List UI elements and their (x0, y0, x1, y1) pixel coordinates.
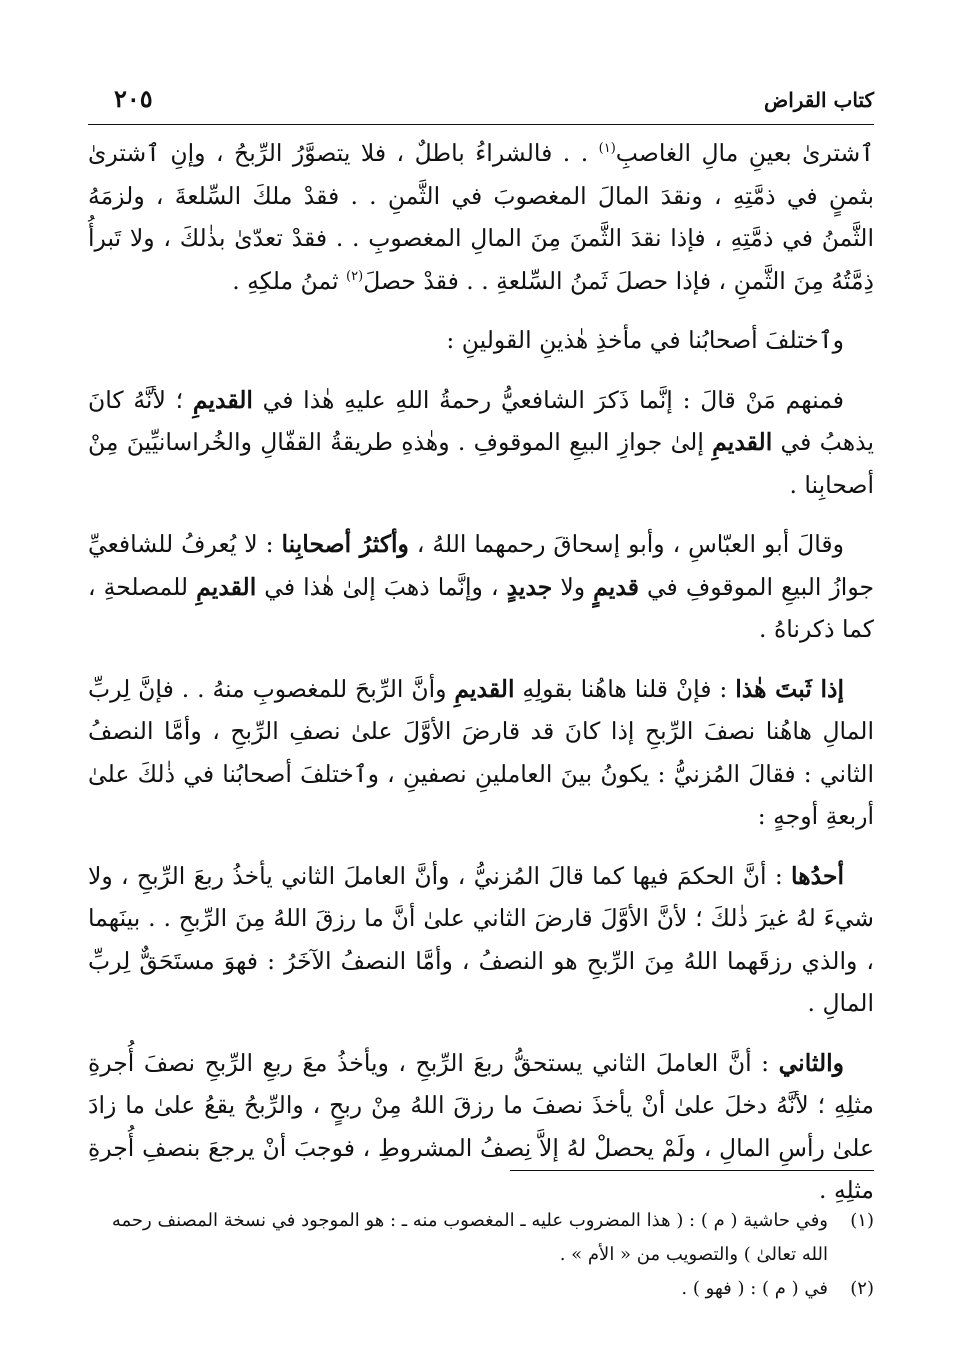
main-text (88, 132, 874, 1229)
text-run: ولا (552, 572, 594, 601)
paragraph (88, 319, 874, 362)
bold-term: والثاني (778, 1048, 844, 1077)
bold-term: وأكثرُ أصحابِنا (281, 530, 409, 558)
page-number: ٢٠٥ (114, 84, 153, 113)
footnote (88, 1204, 874, 1272)
text-run: ؛ لأنَّهُ كانَ يذهبُ في (88, 385, 874, 456)
text-run: . . فالشراءُ باطلٌ ، فلا يتصوَّرُ الرِّبحُ ، وإنِ ٱشترىٰ بثمنٍ في ذمَّتِهِ ، ونقدَ المالَ المغصوبَ في الثَّمنِ . . فقدْ ملكَ السِّلعةَ ، ولزمَهُ الثَّمنُ في ذمَّتِهِ ، فإذا نقدَ الثَّمنَ مِنَ المالِ المغصوبِ . . فقدْ تعدّىٰ بذٰلكَ ، ولا تَبرأُ ذِمَّتُهُ مِنَ الثَّمنِ ، فإذا حصلَ ثَمنُ السِّلعةِ . . فقدْ حصلَ (88, 139, 874, 295)
text-run: إلىٰ جوازِ البيعِ الموقوفِ . وهٰذهِ طريقةُ القفّالِ والخُراسانيِّينَ مِنْ أصحابِنا . (88, 428, 874, 499)
paragraph (88, 523, 874, 651)
text-run: ثمنُ ملكِهِ . (232, 266, 347, 295)
paragraph (88, 379, 874, 507)
footnote-divider (510, 1170, 874, 1171)
footnote-number: (٢) (850, 1278, 874, 1299)
page-header (88, 82, 874, 122)
bold-term: القديمِ (192, 385, 253, 414)
bold-term: أحدُها (791, 861, 844, 890)
bold-term: جديدٍ (506, 572, 553, 601)
text-run: : أنَّ العاملَ الثاني يستحقُّ ربعَ الرِّبحِ ، ويأخذُ معَ ربعِ الرِّبحِ نصفَ أُجرةِ مثلِهِ ؛ لأنَّهُ دخلَ علىٰ أنْ يأخذَ نصفَ ما رزقَ اللهُ مِنْ ربحٍ ، والرِّبحُ يقعُ علىٰ ما زادَ علىٰ رأسِ المالِ ، ولَمْ يحصلْ لهُ إلاَّ نِصفُ المشروطِ ، فوجبَ أنْ يرجعَ بنصفِ أُجرةِ مثلِهِ . (88, 1048, 874, 1204)
bold-term: قديمٍ (593, 572, 639, 601)
paragraph (88, 855, 874, 1025)
header-divider (88, 124, 874, 125)
text-run: وقالَ أبو العبّاسِ ، وأبو إسحاقَ رحمهما اللهُ ، (408, 530, 844, 558)
bold-term: القديمِ (196, 572, 257, 601)
text-run: ٱشترىٰ بعينِ مالِ الغاصبِ (615, 139, 874, 167)
text-run: : فإنْ قلنا هاهُنا بقولِهِ (514, 674, 736, 703)
bold-term: القديمِ (712, 428, 773, 456)
bold-term: القديمِ (454, 674, 515, 703)
footnotes (88, 1204, 874, 1306)
paragraph (88, 668, 874, 838)
paragraph (88, 132, 874, 302)
footnote-text: في ( م ) : ( فهو ) . (681, 1278, 828, 1299)
text-run: فمنهم مَنْ قالَ : إنَّما ذَكرَ الشافعيُّ رحمةُ اللهِ عليهِ هٰذا في (252, 385, 844, 414)
text-run: ، وإنَّما ذهبَ إلىٰ هٰذا في (256, 572, 507, 601)
text-run: وٱختلفَ أصحابُنا في مأخذِ هٰذينِ القولينِ : (446, 326, 844, 354)
footnote-ref: (٢) (346, 268, 364, 284)
bold-term: إذا ثَبتَ هٰذا (735, 674, 844, 703)
footnote (88, 1272, 874, 1306)
text-run: : أنَّ الحكمَ فيها كما قالَ المُزنيُّ ، وأنَّ العاملَ الثاني يأخذُ ربعَ الرِّبحِ ، ولا شيءَ لهُ غيرَ ذٰلكَ ؛ لأنَّ الأوَّلَ قارضَ الثاني علىٰ أنَّ ما رزقَ اللهُ مِنَ الرِّبحِ . . بينَهما ، والذي رزقَهما اللهُ مِنَ الرِّبحِ هو النصفُ ، وأمَّا النصفُ الآخَرُ : فهوَ مستَحَقٌّ لِربِّ المالِ . (88, 861, 874, 1017)
paragraph (88, 1042, 874, 1212)
footnote-number: (١) (850, 1210, 874, 1231)
text-run: : لا يُعرفُ للشافعيِّ جوازُ البيعِ الموقوفِ في (88, 530, 874, 601)
footnote-text: وفي حاشية ( م ) : ( هذا المضروب عليه ـ المغصوب منه ـ : هو الموجود في نسخة المصنف رحمه الله تعالىٰ ) والتصويب من « الأم » . (111, 1210, 828, 1265)
footnote-ref: (١) (598, 141, 616, 157)
text-run: للمصلحةِ ، كما ذكرناهُ . (88, 572, 874, 643)
chapter-title: كتاب القراض (764, 88, 874, 112)
text-run: وأنَّ الرِّبحَ للمغصوبِ منهُ . . فإنَّ لِربِّ المالِ هاهُنا نصفَ الرِّبحِ إذا كانَ قد قارضَ الأوَّلَ علىٰ نصفِ الرِّبحِ ، وأمَّا النصفُ الثاني : فقالَ المُزنيُّ : يكونُ بينَ العاملينِ نصفينِ ، وٱختلفَ أصحابُنا في ذٰلكَ علىٰ أربعةِ أوجهٍ : (88, 674, 874, 830)
